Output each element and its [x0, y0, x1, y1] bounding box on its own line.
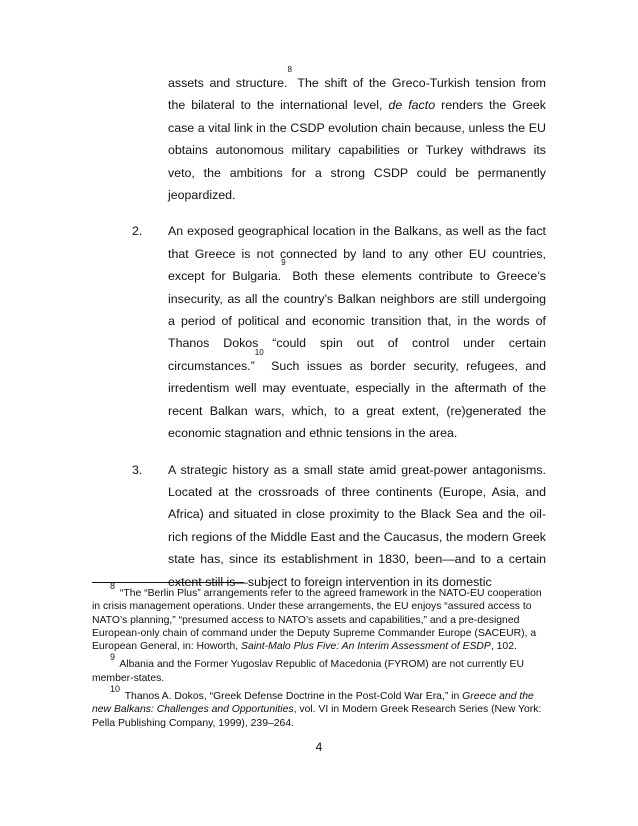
list-number: 2.	[132, 224, 143, 239]
text-run: assets and structure.	[168, 76, 288, 90]
paragraph-continuation	[92, 65, 546, 206]
footnote-ref: 10	[254, 347, 264, 357]
text-run: “The “Berlin Plus” arrangements refer to the agreed framework in the NATO-EU cooperation in crisis management operations. Under these arrangements, the EU enjoys “assured access to NATO’s planning,” “presumed access to NATO’s assets and capabilities,” and a pre-designed European-only chain of command under the Deputy Supreme Commander Europe (SACEUR), a European General, in: Howorth,	[92, 588, 542, 653]
text-run: Such issues as border security, refugees, and irredentism well may eventuate, especially in the aftermath of the recent Balkan wars, which, to a great extent, (re)generated the economic stagnation and ethnic tensions in the area.	[168, 358, 546, 441]
footnote-ref: 8	[287, 65, 292, 74]
footnotes	[92, 582, 546, 735]
footnote-ref: 8	[110, 581, 116, 591]
text-run: Both these elements contribute to Greece’s insecurity, as all the country’s Balkan neighbors are still undergoing a period of political and economic transition that, in the words of Thanos Dokos “could spin out of control under certain circumstances.”	[168, 269, 546, 373]
italic-text: de facto	[388, 98, 436, 113]
footnote-ref: 9	[281, 258, 286, 268]
text-run: The shift of the Greco-Turkish tension from the bilateral to the international level,	[168, 76, 546, 113]
text-run: , 102.	[490, 641, 517, 653]
text-run: An exposed geographical location in the Balkans, as well as the fact that Greece is not connected by land to any other EU countries, except for Bulgaria.	[168, 224, 546, 284]
list-item-2	[92, 220, 546, 444]
list-number: 3.	[132, 462, 143, 477]
text-run: Thanos A. Dokos, “Greek Defense Doctrine in the Post-Cold War Era,” in	[122, 691, 463, 703]
footnote-10	[92, 684, 546, 730]
footnote-ref: 10	[110, 684, 121, 695]
page-number: 4	[315, 740, 323, 754]
text-run: Albania and the Former Yugoslav Republic of Macedonia (FYROM) are not currently EU member-states.	[92, 659, 524, 684]
list-item-3	[92, 459, 546, 593]
footnote-8	[92, 581, 546, 653]
text-run: A strategic history as a small state amid great-power antagonisms. Located at the crossroads of three continents (Europe, Asia, and Africa) and situated in close proximity to the Black Sea and the oil-rich regions of the Middle East and the Caucasus, the modern Greek state has, since its establishment in 1830, been—and to a certain extent still is—subject to foreign intervention in its domestic	[168, 462, 546, 589]
text-run: renders the Greek case a vital link in the CSDP evolution chain because, unless the EU obtains autonomous military capabilities or Turkey withdraws its veto, the ambitions for a strong CSDP could be permanently jeopardized.	[168, 98, 546, 203]
footnote-ref: 9	[110, 652, 116, 663]
italic-text: Saint-Malo Plus Five: An Interim Assessment of ESDP	[241, 641, 491, 653]
text-run: , vol. VI in Modern Greek Research Series (New York: Pella Publishing Company, 1999), 239–264.	[92, 704, 542, 729]
italic-text: Greece and the new Balkans: Challenges and Opportunities	[92, 691, 534, 716]
body-text	[92, 65, 546, 593]
footnote-9	[92, 652, 546, 685]
